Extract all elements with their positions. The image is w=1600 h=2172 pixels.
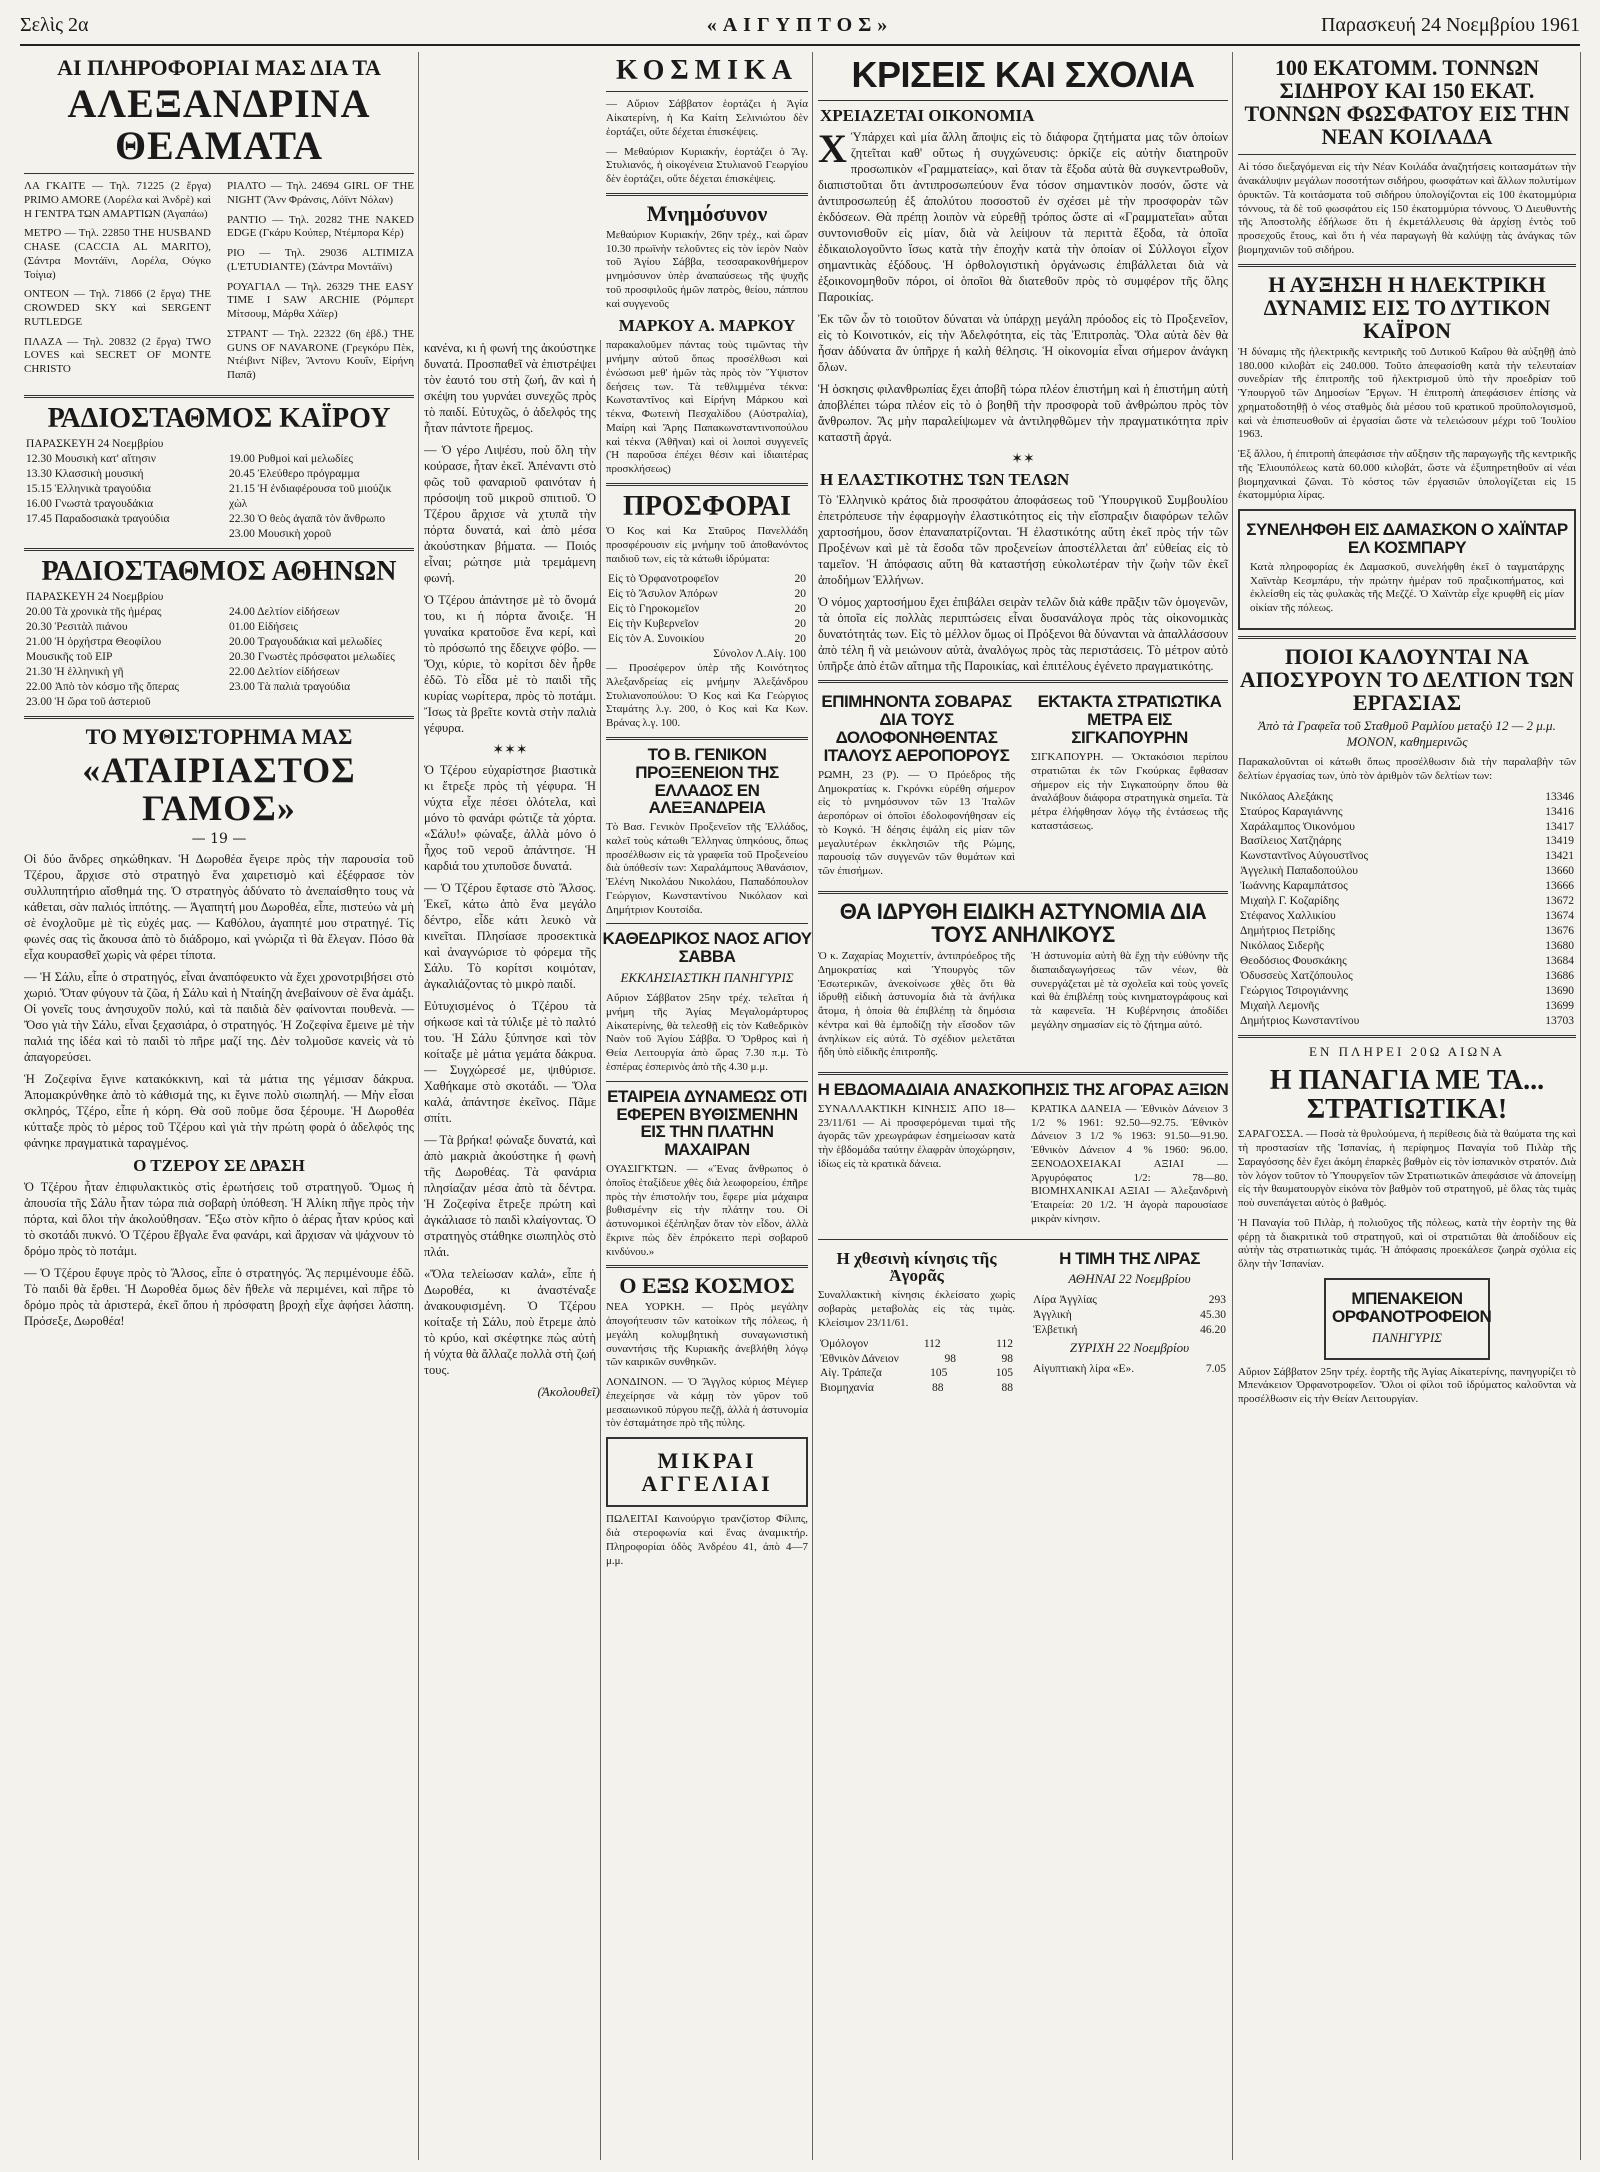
offers-title: ΠΡΟΣΦΟΡΑΙ bbox=[622, 490, 792, 522]
radio-item: 19.00 Ρυθμοὶ καὶ μελωδίες bbox=[229, 453, 353, 466]
assassins-title: ΕΠΙΜΗΝΟΝΤΑ ΣΟΒΑΡΑΣ ΔΙΑ ΤΟΥΣ ΔΟΛΟΦΟΝΗΘΕΝΤΑΣ ΙΤΑΛΟΥΣ ΑΕΡΟΠΟΡΟΥΣ bbox=[821, 692, 1012, 766]
truck-title: ΕΤΑΙΡΕΙΑ ΔΥΝΑΜΕΩΣ ΟΤΙ ΕΦΕΡΕΝ ΒΥΘΙΣΜΕΝΗΝ ΕΙΣ ΤΗΝ ΠΛΑΤΗΝ ΜΑΧΑΙΡΑΝ bbox=[607, 1086, 807, 1160]
memorial-name: ΜΑΡΚΟΥ Α. ΜΑΡΚΟΥ bbox=[618, 316, 796, 336]
separator-stars: ✶✶✶ bbox=[492, 742, 528, 758]
novel-continue-note: (Ἀκολουθεῖ) bbox=[537, 1384, 600, 1399]
pound-table bbox=[1033, 1362, 1226, 1377]
iron-text: Αἱ τόσο διεξαγόμεναι εἰς τὴν Νέαν Κοιλάδα ἀναζητήσεις κοιτασμάτων τὴν ἀνακάλυψιν μεγάλων ποσοτήτων σιδήρου, φωσφάτων καὶ ἄλλων πολυτίμων ὀρυκτῶν. Τὰ κοιτάσματα τοῦ σιδήρου ὑπολογίζονται εἰς 100 ἑκατομμύρια τόννους, τὰ δὲ τοῦ φωσφάτου εἰς 150 ἑκατομμύρια τόννους. Ὁ Διευθυντὴς τῆς Ἀποστολῆς ἐδήλωσε ὅτι ἡ ἐκμετάλλευσις θὰ ἀρχίσῃ ἐντὸς τοῦ προσεχοῦς ἔτους, καὶ ὅτι ἡ νέα παραγωγὴ θὰ καλύψῃ τὰς ἀνάγκας τῶν βιομηχανιῶν τοῦ σιδήρου. bbox=[1238, 161, 1576, 256]
offers-list bbox=[608, 572, 806, 647]
consulate-text: Τὸ Βασ. Γενικὸν Προξενεῖον τῆς Ἑλλάδος, καλεῖ τοὺς κάτωθι Ἕλληνας ὑπηκόους, ὅπως προσέλθωσιν εἰς τὰ γραφεῖα τοῦ Προξενείου διὰ ὑπόθεσίν των: Χαραλάμπους Ἀθανάσιον, Ἐλένη Νικολάου Νικολάου, Παπαδόπουλον Γεώργιον, Κωνσταντίνου Νικόλαον καὶ Δημήτριον Κουτσίδα. bbox=[606, 821, 808, 916]
economy-text: Ἡ ὁσκησις φιλανθρωπίας ἔχει ἀποβῆ τώρα πλέον ἐπιστήμη καὶ ἡ ἐπιστήμη αὐτὴ ἀποβλέπει τώρα πλέον εἰς τὸ ὁ βοηθῆ τὴν προσφορὰ τοῦ ἀνθρώπου πρὸς τὸν ἄνθρωπον. Ἂς μὴν παραλείψωμεν νὰ ἀντιληφθῶμεν τὴν πραγματικότητα πρὶν καταστῆ ἀργά. bbox=[818, 381, 1228, 444]
novel-chapter: — 19 — bbox=[191, 831, 247, 848]
cinema-entry: ΡΟΥΑΓΙΑΛ — Τηλ. 26329 THE EASY TIME I SAW ARCHIE (Ρόμπερτ Μίτσουμ, Μάρθα Χάϊερ) bbox=[227, 280, 414, 321]
novel-paragraph: — Ἡ Σάλυ, εἶπε ὁ στρατηγός, εἶναι ἀναπόφευκτο νὰ ἔχει χρονοτριβήσει στὸ χωριό. Ὅταν φύγουν τὰ ζῶα, ἡ Σάλυ καὶ ἡ Νταίηζη ἀνεβαίνουν σὲ ἕνα ἀμάξι. Οἱ γονεῖς τους ἀνησυχοῦν πολύ, καὶ τὰ παιδιὰ δὲν φαίνονται πουθενὰ. — Ὄσο γιὰ τὴν Σάλυ, εἶναι ξεχασιάρα, ὁ στρατηγός. Ἡ Ζοζεφίνα ἔμεινε μὲ τὴν παλιά της ἰδέα καὶ τὸ παιδὶ τὸ πῆρε μαζί της. Δὲν τολμοῦσε κανεὶς νὰ τὸ ἀπαγορεύσει. bbox=[24, 970, 414, 1065]
cinema-entry: ΣΤΡΑΝΤ — Τηλ. 22322 (6η ἑβδ.) THE GUNS OF NAVARONE (Γρεγκόρυ Πὲκ, Ντέιβιντ Νίβεν, Ἄντονυ Κουΐν, Εἰρήνη Παπᾶ) bbox=[227, 327, 414, 382]
cinema-entry: ΠΛΑΖΑ — Τηλ. 20832 (2 ἔργα) TWO LOVES καὶ SECRET OF MONTE CHRISTO bbox=[24, 335, 211, 376]
pound-table bbox=[1033, 1293, 1226, 1338]
elasticity-title: Η ΕΛΑΣΤΙΚΟΤΗΣ ΤΩΝ ΤΕΛΩΝ bbox=[820, 469, 1070, 489]
radio-cairo-title: ΡΑΔΙΟΣΤΑΘΜΟΣ ΚΑΪΡΟΥ bbox=[47, 402, 391, 434]
radio-item: 01.00 Εἰδήσεις bbox=[229, 621, 298, 634]
novel-paragraph: Ὁ Τζέρου εὐχαρίστησε βιαστικὰ κι ἔτρεξε πρὸς τὴ γέφυρα. Ἡ νύχτα εἶχε πέσει ὁλότελα, καὶ μόνο τὸ φανάρι φώτιζε τὰ χόρτα. «Σάλυ!» φώναξε, ἀλλὰ μόνο ὁ ἦχος τοῦ νεροῦ ἀπάντησε. Ἡ καρδιά του χτυποῦσε δυνατά. bbox=[424, 763, 596, 873]
world-text: ΛΟΝΔΙΝΟΝ. — Ὁ Ἄγγλος κύριος Μέγιερ ἐπεχείρησε νὰ κάμῃ τὸν γῦρον τοῦ μεσαιωνικοῦ πύργου πεζῇ, ἀλλὰ ἡ ἀστυνομία τὸν ἐσταμάτησε πρὸ τῆς πύλης. bbox=[606, 1376, 808, 1430]
novel-paragraph: — Ὁ γέρο Λιψέσυ, ποὺ ὅλη τὴν κούρασε, ἦταν ἐκεῖ. Ἀπέναντι στὸ φῶς τοῦ φαναριοῦ φαινόταν ἡ πρόσοψη τοῦ μικροῦ σπιτιοῦ. Ὁ Τζέρου ἄρχισε νὰ χτυπᾶ τὴν πόρτα δυνατά, καὶ ἀπὸ μέσα ἀκούστηκαν βήματα. — Ποιός εἶναι; ρώτησε μιὰ τρεμάμενη φωνή. bbox=[424, 443, 596, 585]
society-item: — Αὔριον Σάββατον ἑορτάζει ἡ Ἁγία Αἰκατερίνη, ἡ Κα Καίτη Σελινιώτου δὲν ἑορτάζει, οὔτε δέχεται ἐπισκέψεις. bbox=[606, 98, 808, 138]
issue-date: Παρασκευή 24 Νοεμβρίου 1961 bbox=[1320, 14, 1580, 36]
table-row: Ἐλβετική 46.20 bbox=[1033, 1324, 1226, 1337]
society-item: — Μεθαύριον Κυριακήν, ἑορτάζει ὁ Ἅγ. Στυλιανός, ἡ οἰκογένεια Στυλιανοῦ Γεωργίου δὲν ἑορτάζει, οὔτε δέχεται ἐπισκέψεις. bbox=[606, 145, 808, 186]
radio-athens-title: ΡΑΔΙΟΣΤΑΘΜΟΣ ΑΘΗΝΩΝ bbox=[41, 555, 397, 587]
elasticity-text: Τὸ Ἑλληνικὸ κράτος διὰ προσφάτου ἀποφάσεως τοῦ Ὑπουργικοῦ Συμβουλίου ἐπετρόπευσε τὴν ἐφαρμογὴν ἐλαστικότητος εἰς τὴν εἴσπραξιν διαφόρων τελῶν χαρτοσήμου, ὅσον ἐπαναπατρίζονται. Ἡ ἐλαστικότης αὕτη ἐκεῖ πρὸς τήν τῶν Προξένων καὶ μὲ τὰ ἔσοδα τῶν προξενείων ἀποστέλλεται ἀπ' εὐθείας εἰς τὸ ταμεῖον. Ἡ ἀπόφασις αὕτη θὰ καταστήσῃ εὐκολωτέραν τὴν ζωὴν τῶν ἐκεῖ ἀποδήμων Ἑλλήνων. bbox=[818, 493, 1228, 588]
radio-cairo-date: ΠΑΡΑΣΚΕΥΗ 24 Νοεμβρίου bbox=[26, 438, 164, 451]
novel-subheading: Ο ΤΖΕΡΟΥ ΣΕ ΔΡΑΣΗ bbox=[133, 1156, 305, 1176]
economy-title: ΧΡΕΙΑΖΕΤΑΙ ΟΙΚΟΝΟΜΙΑ bbox=[820, 105, 1035, 125]
cinema-entry: ΛΑ ΓΚΑΙΤΕ — Τηλ. 71225 (2 ἔργα) PRIMO AMORE (Λορέλα καὶ Ἀνδρὲ) καὶ Η ΓΕΝΤΡΑ ΤΩΝ ΑΜΑΡΤΙΩΝ (Ἀγαπάω) bbox=[24, 180, 211, 220]
workers-subtitle: Ἀπὸ τὰ Γραφεῖα τοῦ Σταθμοῦ Ραμλίου μεταξὺ 12 — 2 μ.μ. ΜΟΝΟΝ, καθημερινῶς bbox=[1258, 718, 1556, 750]
movement-text: Συναλλακτικὴ κίνησις ἐκλείσατο χωρὶς σοβαρὰς μεταβολὰς εἰς τὰς τιμὰς. Κλείσιμον 23/11/61. bbox=[818, 1289, 1015, 1329]
list-item: Δημήτριος Κωνσταντίνου 13703 bbox=[1240, 1014, 1574, 1027]
list-item: Εἰς τὴν Κυβερνεῖον 20 bbox=[608, 618, 806, 631]
novel-paragraph: — Τὰ βρήκα! φώναξε δυνατά, καὶ ἀπὸ μακριὰ ἀκούστηκε ἡ φωνὴ τῆς Δωροθέας. Τὰ φανάρια πλησίαζαν μέσα ἀπὸ τὰ δέντρα. Ἡ Ζοζεφίνα ἔτρεξε πρώτη καὶ ἀγκάλιασε τὸ παιδὶ κλαίγοντας. Ὁ στρατηγὸς στάθηκε σιωπηλὸς στὸ πλάι. bbox=[424, 1133, 596, 1259]
police-text: Ὁ κ. Ζαχαρίας Μοχιεττίν, ἀντιπρόεδρος τῆς Δημοκρατίας καὶ Ὑπουργὸς τῶν Ἐσωτερικῶν, ἀνεκοίνωσε χθὲς ὅτι θὰ ἱδρυθῇ εἰδικὴ ἀστυνομία διὰ τὰ ἀνήλικα ἄτομα, ἡ ὁποία θὰ ἐπιβλέπῃ τὰ δημόσια κέντρα καὶ θὰ ἐμποδίζῃ τὴν εἴσοδον τῶν ἀνηλίκων εἰς αὐτά. Τὸ σχέδιον μελετᾶται ἤδη ὑπὸ εἰδικῆς ἐπιτροπῆς. bbox=[818, 950, 1015, 1059]
novel-paragraph: Εὐτυχισμένος ὁ Τζέρου τὰ σήκωσε καὶ τὰ τύλιξε μὲ τὸ παλτό του. Ἡ Σάλυ ξύπνησε καὶ τὸν κοίταξε μὲ μάτια γεμάτα δάκρυα. — Συγχώρεσέ με, ψιθύρισε. Χαθήκαμε στὸ σκοτάδι. — Ὅλα καλά, ἀπάντησε ἐκεῖνος. Πᾶμε σπίτι. bbox=[424, 999, 596, 1125]
radio-item: 22.00 Δελτίον εἰδήσεων bbox=[229, 665, 340, 678]
list-item: Εἰς τὸ Ἄσυλον Ἀπόρων 20 bbox=[608, 588, 806, 601]
table-row: Αἰγυπτιακὴ λίρα «Ε». 7.05 bbox=[1033, 1363, 1226, 1376]
novel-paragraph: «Ὅλα τελείωσαν καλά», εἶπε ἡ Δωροθέα, κι ἀναστέναξε ἀνακουφισμένη. Ὁ Τζέρου κοίταξε τὴ Σάλυ, ποὺ ἔτρεμε ἀπὸ τὸ κρύο, καὶ σκέφτηκε πὼς αὐτὴ ἡ νύχτα θὰ ἄλλαζε πολλὰ στὴ ζωή τους. bbox=[424, 1267, 596, 1377]
offers-text: — Προσέφερον ὑπὲρ τῆς Κοινότητος Ἀλεξανδρείας εἰς μνήμην Ἀλεξάνδρου Στυλιανοπούλου: Ὁ Κος καὶ Κα Γεώργιος Σταμάτης λ.γ. 200, ὁ Κος καὶ Κα Κων. Βράνας λ.γ. 100. bbox=[606, 662, 808, 730]
radio-item: 24.00 Δελτίον εἰδήσεων bbox=[229, 606, 340, 619]
workers-text: Παρακαλοῦνται οἱ κάτωθι ὅπως προσέλθωσιν διὰ τὴν παραλαβὴν τῶν δελτίων ἐργασίας των, ὑπὸ τὸν ἀριθμὸν τῶν δελτίων των: bbox=[1238, 756, 1576, 782]
novel-paragraph: — Ὁ Τζέρου ἔφτασε στὸ Ἄλσος. Ἐκεῖ, κάτω ἀπὸ ἕνα μεγάλο δέντρο, εἶδε κάτι λευκὸ νὰ κινεῖται. Πλησίασε προσεκτικὰ καὶ ἀναγνώρισε τὸ φόρεμα τῆς Σάλυ. Τὸ κορίτσι κοιμόταν, ἀγκαλιάζοντας τὸ μικρὸ παιδί. bbox=[424, 881, 596, 991]
century-text: ΣΑΡΑΓΟΣΣΑ. — Ποσὰ τὰ θρυλούμενα, ἡ περίθεσις διὰ τὰ θαύματα της καὶ τὴ προστασίαν τῆς Ἱσπανίας, ἡ περίφημος Παναγία τοῦ Πιλὰρ τῆς Σαραγόσσης δὲν ἔχει ἀκόμη ἐπαρκὲς βαθμὸν εἰς τὸν ἱσπανικὸν στρατόν. Διὰ τὸν λόγον τοῦτον τὸ Ὑπουργεῖον τῶν Στρατιωτικῶν ἀπεφάσισε νὰ ἀπονείμῃ εἰς τὴν θαυματουργὸν εἰκόνα τὸν βαθμὸν τοῦ στρατηγοῦ, μὲ ὅλας τὰς τιμὰς ποὺ συνεπάγεται αὐτὸς ὁ βαθμός. bbox=[1238, 1128, 1576, 1210]
radio-item: 21.00 Ἡ ὀρχήστρα Θεοφίλου Μουσικῆς τοῦ ΕΙΡ bbox=[26, 636, 162, 663]
commentary-title: ΚΡΙΣΕΙΣ ΚΑΙ ΣΧΟΛΙΑ bbox=[851, 54, 1195, 95]
cinema-entry: ΡΙΑΛΤΟ — Τηλ. 24694 GIRL OF THE NIGHT (Ἄνν Φράνσις, Λόϊντ Νόλαν) bbox=[227, 180, 414, 206]
church-title: ΚΑΘΕΔΡΙΚΟΣ ΝΑΟΣ ΑΓΙΟΥ ΣΑΒΒΑ bbox=[602, 929, 812, 967]
list-item: Ἰωάννης Καραμπάτσος 13666 bbox=[1240, 880, 1574, 893]
table-row: Ἀγγλικὴ 45.30 bbox=[1033, 1309, 1226, 1322]
syria-box bbox=[1238, 509, 1576, 630]
society-title: ΚΟΣΜΙΚΑ bbox=[616, 55, 798, 86]
drop-cap: Χ bbox=[818, 125, 847, 171]
list-item: Μιχαὴλ Γ. Κοζαρίδης 13672 bbox=[1240, 895, 1574, 908]
list-item: Χαράλαμπος Ὀικονόμου 13417 bbox=[1240, 820, 1574, 833]
classified-title: ΜΙΚΡΑΙ ΑΓΓΕΛΙΑΙ bbox=[641, 1448, 773, 1497]
workers-list bbox=[1240, 790, 1574, 1029]
market-title: Η ΕΒΔΟΜΑΔΙΑΙΑ ΑΝΑΣΚΟΠΗΣΙΣ ΤΗΣ ΑΓΟΡΑΣ ΑΞΙΩΝ bbox=[817, 1080, 1229, 1100]
memorial-text: Μεθαύριον Κυριακήν, 26ην τρέχ., καὶ ὥραν 10.30 πρωϊνὴν τελοῦντες εἰς τὸν ἱερὸν Ναὸν τοῦ Ἁγίου Σάββα, τεσσαρακονθήμερον μνημόσυνον ὑπὲρ ἀναπαύσεως τῆς ψυχῆς τοῦ προσφιλοῦς ἡμῶν πατρὸς, θείου, πάππου καὶ συγγενοῦς bbox=[606, 228, 808, 310]
power-text: Ἡ δύναμις τῆς ἠλεκτρικῆς κεντρικῆς τοῦ Δυτικοῦ Καΐρου θὰ αὐξηθῇ ἀπὸ 180.000 κιλοβὰτ εἰς 240.000. Τοῦτο ἀπεφασίσθη κατὰ τὴν τελευταίαν συνεδρίαν τῆς ἐπιτροπῆς τοῦ ἠλεκτρισμοῦ ὑπὸ τὴν προεδρίαν τοῦ Ὑπουργοῦ τῶν Δημοσίων Ἔργων. Ἡ ἐπιτροπὴ ἀπεφάσισεν ἐπίσης νὰ χρηματοδοτηθῇ ὁ νέος σταθμὸς διὰ μέσου τοῦ κρατικοῦ προϋπολογισμοῦ, καὶ νὰ ἐπισπευσθοῦν αἱ ἐργασίαι ὥστε νὰ τελειώσουν μέχρι τοῦ Ἰουλίου 1963. bbox=[1238, 345, 1576, 441]
radio-item: 21.15 Ἡ ἐνδιαφέρουσα τοῦ μιούζικ χὼλ bbox=[229, 483, 392, 510]
radio-item: 23.00 Μουσικὴ χοροῦ bbox=[229, 527, 332, 540]
cinema-entry: ΡΙΟ — Τηλ. 29036 ALTIMIZA (L'ETUDIANTE) (Σάντρα Μοντάϊνι) bbox=[227, 247, 414, 273]
column-commentary bbox=[814, 52, 1233, 2160]
list-item: Στέφανος Χαλλικίου 13674 bbox=[1240, 910, 1574, 923]
list-item: Εἰς τὸ Ὀρφανοτροφεῖον 20 bbox=[608, 573, 806, 586]
radio-item: 23.00 Ἡ ὥρα τοῦ ἀστεριοῦ bbox=[26, 695, 151, 708]
radio-item: 20.00 Τὰ χρονικὰ τῆς ἡμέρας bbox=[26, 606, 162, 619]
world-text: ΝΕΑ ΥΟΡΚΗ. — Πρὸς μεγάλην ἀπογοήτευσιν τῶν κατοίκων τῆς πόλεως, ἡ μεγάλη κολυμβητικὴ συναγωνιστικὴ συναντήσις τῆς Κυριακῆς ἀνεβλήθη λόγῳ τῶν καιρικῶν συνθηκῶν. bbox=[606, 1301, 808, 1369]
police-title: ΘΑ ΙΔΡΥΘΗ ΕΙΔΙΚΗ ΑΣΤΥΝΟΜΙΑ ΔΙΑ ΤΟΥΣ ΑΝΗΛΙΚΟΥΣ bbox=[839, 898, 1207, 947]
cinema-entry: ΡΑΝΤΙΟ — Τηλ. 20282 THE NAKED EDGE (Γκάρυ Κούπερ, Ντέμπορα Κέρ) bbox=[227, 213, 414, 240]
radio-item: 15.15 Ἑλληνικὰ τραγούδια bbox=[26, 483, 151, 496]
masthead bbox=[20, 10, 1580, 46]
column-news bbox=[1234, 52, 1581, 2160]
century-text: Ἡ Παναγία τοῦ Πιλὰρ, ἡ πολιοῦχος τῆς πόλεως, κατὰ τὴν ἑορτὴν της θὰ φέρῃ τὰ διακριτικὰ τοῦ στρατηγοῦ, καὶ οἱ στρατιῶται θὰ ἀποδίδουν εἰς αὐτὴν τὰς στρατιωτικὰς τιμάς. Ἡ ἀπόφασις προεκάλεσε ζωηρὰ σχόλια εἰς ὅλην τὴν Ἱσπανίαν. bbox=[1238, 1216, 1576, 1271]
syria-text: Κατὰ πληροφορίας ἐκ Δαμασκοῦ, συνελήφθη ἐκεῖ ὁ ταγματάρχης Χαϊντὰρ Κεσμπάρυ, τὴν πρώτην ἡμέραν τοῦ πραξικοπήματος, καὶ ἐκλείσθη εἰς τὰς φυλακὰς τῆς Μεζζέ. Ὁ Χαϊντὰρ εἶχε κρυφθῆ εἰς μίαν οἰκίαν τῆς πόλεως. bbox=[1250, 560, 1564, 615]
police-text: Ἡ ἀστυνομία αὐτὴ θὰ ἔχῃ τὴν εὐθύνην τῆς διαπαιδαγωγήσεως τῶν νέων, θὰ συνεργάζεται μὲ τὰ σχολεῖα καὶ τοὺς γονεῖς καὶ θὰ ἐπιβλέπῃ τοὺς κινηματογράφους καὶ τὰ καφενεῖα. Ἡ Κυβέρνησις ἀποδίδει μεγάλην σημασίαν εἰς τὸ ζήτημα αὐτό. bbox=[1031, 950, 1228, 1031]
radio-item: 22.00 Ἀπὸ τὸν κόσμο τῆς ὄπερας bbox=[26, 680, 179, 693]
novel-paragraph: Ὁ Τζέρου ἦταν ἐπιφυλακτικὸς στὶς ἐρωτήσεις τοῦ στρατηγοῦ. Ὅμως ἡ ἀπουσία τῆς Σάλυ ἦταν τώρα πιὰ σοβαρὴ ὑπόθεση. Ἡ Ἀλίκη πῆγε πρὸς τὴν πόρτα, καὶ ὅλοι τὴν ἀκολούθησαν. Ἔξω στὸν κῆπο ὁ ἀέρας ἦταν κρύος καὶ τὸ σκοτάδι πυκνό. Ὁ Τζέρου ἔβγαλε ἕνα φανάρι, καὶ ἄρχισαν νὰ ψάχνουν τὸ δρόμο πρὸς τὸ ποτάμι. bbox=[24, 1180, 414, 1259]
economy-text: Ὑπάρχει καὶ μία ἄλλη ἄποψις εἰς τὸ διάφορα ζητήματα μας τῶν ὁποίων ζητεῖται καθ' οὕτως ἡ συγχώνευσις: ὁρκίζε εἰς αὐτὴν διατηροῦν προσωπικὸν «Γραμματείας», καὶ ὅταν τὰ ἔξοδα αὐτὰ θὰ συγκεντρωθοῦν, διαπιστοῦται ὅτι ἀντιπροσωπεύουν ἕνα τόσον σημαντικὸν ποσόν, ὥστε νὰ ἀντιπροσωπεύῃ ἐξ ἀπολύτου ποσοστοῦ ἐν σχέσει μὲ τὴν προσφορὰν τῶν ἐκδόσεων. Θὰ πρέπῃ λοιπὸν νὰ εὑρεθῇ τρόπος ὥστε αἱ «Γραμματεῖαι» αὗται συντονισθοῦν εἰς μίαν, διὰ νὰ λείψουν τὰ περιττὰ ἔξοδα, τὰ ὁποῖα ἐδικαιολογοῦντο ἴσως κατὰ τὴν ἐποχὴν κατὰ τὴν ὁποίαν οἱ Σύλλογοι εἶχον σημαντικὰς ἐξόδους. Ἡ ὀρθολογιστικὴ ὀργάνωσις ἐπιβάλλεται διὰ νὰ ἐξοικονομηθοῦν πόροι, οἱ ὁποῖοι θὰ διατεθοῦν πρὸς τὸ συμφέρον τῆς ὅλης Παροικίας. bbox=[818, 129, 1228, 304]
cinema-entry: ΟΝΤΕΟΝ — Τηλ. 71866 (2 ἔργα) THE CROWDED SKY καὶ SERGENT RUTLEDGE bbox=[24, 288, 211, 328]
table-row: Βιομηχανία 88 88 bbox=[820, 1382, 1013, 1395]
orphanage-title: ΜΠΕΝΑΚΕΙΟΝ ΟΡΦΑΝΟΤΡΟΦΕΙΟΝ bbox=[1332, 1288, 1492, 1326]
church-text: Αὔριον Σάββατον 25ην τρέχ. τελεῖται ἡ μνήμη τῆς Ἁγίας Μεγαλομάρτυρος Αἰκατερίνης, θὰ τελεσθῇ εἰς τὸν Καθεδρικὸν Ναὸν τοῦ Ἁγίου Σάββα. Ὁ Ὄρθρος καὶ ἡ Θεία Λειτουργία ἀπὸ ὥρας 7.30 π.μ. Τὸ ἑσπέρας ἐσπερινὸς ἀπὸ τῆς 4.30 μ.μ. bbox=[606, 992, 808, 1073]
memorial-text: παρακαλοῦμεν πάντας τοὺς τιμῶντας τὴν μνήμην αὐτοῦ ὅπως προσέλθωσι καὶ ἑνώσωσι μεθ' ἡμῶν τὰς πρὸς τὸν Ὕψιστον δεήσεις των. Τὰ τεθλιμμένα τέκνα: Κωνσταντῖνος καὶ Εἰρήνη Μάρκου καὶ τέκνα, Φωτεινὴ Πεσχαλίδου (Αὐστραλία), Μαίρη καὶ Ἄρης Παπακωνσταντινοπούλου καὶ τέκνα (Ἀθῆναι) καὶ οἱ λοιποὶ συγγενεῖς (Ἡ παροῦσα ἐπέχει θέσιν καὶ ἰδιαιτέρας προσκλήσεως) bbox=[606, 339, 808, 476]
radio-item: 12.30 Μουσικὴ κατ' αἴτησιν bbox=[26, 453, 156, 466]
radio-item: 20.45 Ἐλεύθερο πρόγραμμα bbox=[229, 468, 360, 481]
list-item: Θεοδόσιος Φουσκάκης 13684 bbox=[1240, 954, 1574, 967]
list-item: Νικόλαος Αλεξάκης 13346 bbox=[1240, 790, 1574, 803]
syria-title: ΣΥΝΕΛΗΦΘΗ ΕΙΣ ΔΑΜΑΣΚΟΝ Ο ΧΑΪΝΤΑΡ ΕΛ ΚΟΣΜΠΑΡΥ bbox=[1246, 520, 1568, 557]
radio-item: 20.30 Ῥεσιτὰλ πιάνου bbox=[26, 621, 128, 634]
radio-item: 13.30 Κλασσικὴ μουσική bbox=[26, 468, 144, 481]
pound-title: Η ΤΙΜΗ ΤΗΣ ΛΙΡΑΣ bbox=[1059, 1248, 1200, 1268]
radio-item: 21.30 Ἡ ἑλληνικὴ γῆ bbox=[26, 665, 124, 678]
cinema-entry: ΜΕΤΡΟ — Τηλ. 22850 THE HUSBAND CHASE (CACCIA AL MARITO), (Σάντρα Μοντάϊνι, Λορέλα, Ούγκο Τοίγια) bbox=[24, 227, 211, 281]
classified-text: ΠΩΛΕΙΤΑΙ Καινούργιο τρανζίστορ Φίλιπς, διὰ στεροφωνία καὶ ἕνας ἀναμικτήρ. Πληροφορίαι ὁδὸς Ἀνδρέου 41, ἀπὸ 4—7 μ.μ. bbox=[606, 1513, 808, 1567]
power-title: Η ΑΥΞΗΣΗ Η ΗΛΕΚΤΡΙΚΗ ΔΥΝΑΜΙΣ ΕΙΣ ΤΟ ΔΥΤΙΚΟΝ ΚΑΪΡΟΝ bbox=[1263, 271, 1551, 343]
list-item: Νικόλαος Σιδερῆς 13680 bbox=[1240, 940, 1574, 952]
page-number: Σελὶς 2α bbox=[20, 14, 89, 36]
column-theatres bbox=[20, 52, 419, 2160]
novel-paragraph: Οἱ δύο ἄνδρες σηκώθηκαν. Ἡ Δωροθέα ἔγειρε πρὸς τὴν παρουσία τοῦ Τζέρου, ἄρχισε στὸ στρατηγὸ ἕνα χαιρετισμὸ καὶ ἐξέφρασε τὸν συλλυπητήριο αἴσθημά της. Ὁ στρατηγὸς ἀδύνατο τὸ ἀνεπαίσθητο τους νὰ κάθεται, σὰν παλιός ἱππότης. — Ἀγαπητή μου Δωροθέα, εἶπε, πιστεύω νὰ μὴ σὲ ἐνοχλοῦμε μὲ τὶς εὐχές μας. — Καθόλου, ἀγαπητέ μου στρατηγέ. Τίς φωνές σας τὶς ἄκουσα ἀπὸ τὸ διάδρομο, καὶ γνώριζα τὶ θὰ ἔλεγαν. Πόσο θὰ εἶχα κουρασθεῖ χωρὶς νὰ φέρει τίποτα. bbox=[24, 852, 414, 963]
pound-subtitle: ΑΘΗΝΑΙ 22 Νοεμβρίου bbox=[1068, 1271, 1191, 1287]
list-item: Δημήτριος Πετρίδης 13676 bbox=[1240, 925, 1574, 938]
novel-paragraph: κανένα, κι ἡ φωνή της ἀκούστηκε δυνατά. Προσπαθεῖ νὰ ἐπιστρέψει τὸν ἑαυτό του στὴ ζωή, ἂν καὶ ἡ σκέψη του γυρνάει συνεχῶς πρὸς τὸ παιδί. Εὐτυχῶς, ὁ ἀδελφός της ἦταν πάντοτε ἥρεμος. bbox=[424, 341, 596, 435]
memorial-title: Μνημόσυνον bbox=[646, 200, 768, 226]
century-kicker: ΕΝ ΠΛΗΡΕΙ 20Ω ΑΙΩΝΑ bbox=[1309, 1043, 1505, 1059]
table-row: Ὁμόλογον 112 112 bbox=[820, 1337, 1013, 1350]
offers-total: Σύνολον Λ.Αἰγ. 100 bbox=[713, 648, 806, 661]
list-item: Μιχαὴλ Λεμονῆς 13699 bbox=[1240, 999, 1574, 1012]
church-subtitle: ΕΚΚΛΗΣΙΑΣΤΙΚΗ ΠΑΝΗΓΥΡΙΣ bbox=[620, 970, 794, 986]
century-title: Η ΠΑΝΑΓΙΑ ΜΕ ΤΑ... ΣΤΡΑΤΙΩΤΙΚΑ! bbox=[1269, 1064, 1545, 1126]
list-item: Εἰς τὸν Α. Συνοικίου 20 bbox=[608, 633, 806, 646]
table-row: Αἰγ. Τράπεζα 105 105 bbox=[820, 1367, 1013, 1380]
radio-item: 20.30 Γνωστὲς πρόσφατοι μελωδίες bbox=[229, 650, 395, 663]
list-item: Σταύρος Καραγιάννης 13416 bbox=[1240, 805, 1574, 818]
elasticity-text: Ὁ νόμος χαρτοσήμου ἔχει ἐπιβάλει σειρὰν τελῶν διὰ κάθε πρᾶξιν τῶν ὁμογενῶν, τὰ ὁποῖα εἰς πολλὰς περιπτώσεις εἶναι δυσανάλογα πρὸς τὰς οἰκονομικὰς δυνατότητάς των. Εἰς τὸ μέλλον ὅμως οἱ Πρόξενοι θὰ δύνανται νὰ ἀπαλλάσσουν ἀπὸ τέλη ἢ νὰ μειώνουν αὐτὰ, ἀναλόγως πρὸς τὰς περιστάσεις. Τὸ μέτρον αὐτὸ ὑπῆρξε ἀπὸ ἐτῶν αἴτημα τῆς Παροικίας, καὶ ἐπιτέλους ἐγένετο πραγματικότης. bbox=[818, 595, 1228, 674]
list-item: Ἀγγελικὴ Παπαδοπούλου 13660 bbox=[1240, 865, 1574, 878]
column-society bbox=[602, 52, 813, 2160]
military-text: ΣΙΓΚΑΠΟΥΡΗ. — Ὀκτακόσιοι περίπου στρατιῶται ἐκ τῶν Γκούρκας ἔφθασαν σήμερον εἰς τὴν Σιγκαπούρην ὅπου θὰ ἀναλάβουν διάφορα στρατηγικὰ σημεῖα. Τὰ μέτρα ἐλήφθησαν λόγῳ τῆς ἐντάσεως τῆς καταστάσεως. bbox=[1031, 751, 1228, 832]
radio-item: 23.00 Τὰ παλιὰ τραγούδια bbox=[229, 680, 351, 693]
separator-stars: ✶✶ bbox=[1011, 450, 1035, 467]
column-novel-continued bbox=[420, 340, 601, 2160]
list-item: Γεώργιος Τσιρογιάννης 13690 bbox=[1240, 984, 1574, 997]
list-item: Ὀδυσσεὺς Χατζόπουλος 13686 bbox=[1240, 969, 1574, 982]
power-text: Ἐξ ἄλλου, ἡ ἐπιτροπὴ ἀπεφάσισε τὴν αὔξησιν τῆς παραγωγῆς τῆς κεντρικῆς τῆς Ἑλιουπόλεως κατὰ 60.000 κιλοβάτ, ὥστε νὰ ἐξυπηρετηθοῦν αἱ νέαι βιομηχανικαὶ ζῶναι. Τὸ κόστος τῶν ἐργασιῶν ὑπολογίζεται εἰς 15 ἑκατομμύρια λίρας. bbox=[1238, 448, 1576, 502]
table-row: Λίρα Ἀγγλίας 293 bbox=[1033, 1294, 1226, 1307]
list-item: Κωνσταντῖνος Αὐγουστῖνος 13421 bbox=[1240, 850, 1574, 863]
consulate-title: ΤΟ Β. ΓΕΝΙΚΟΝ ΠΡΟΞΕΝΕΙΟΝ ΤΗΣ ΕΛΛΑΔΟΣ ΕΝ ΑΛΕΞΑΝΔΡΕΙΑ bbox=[635, 744, 779, 818]
radio-item: 17.45 Παραδοσιακὰ τραγούδια bbox=[26, 512, 170, 525]
price-table bbox=[820, 1337, 1013, 1397]
military-title: ΕΚΤΑΚΤΑ ΣΤΡΑΤΙΩΤΙΚΑ ΜΕΤΡΑ ΕΙΣ ΣΙΓΚΑΠΟΥΡΗΝ bbox=[1037, 692, 1222, 748]
radio-athens-date: ΠΑΡΑΣΚΕΥΗ 24 Νοεμβρίου bbox=[26, 591, 164, 604]
market-text: ΣΥΝΑΛΛΑΚΤΙΚΗ ΚΙΝΗΣΙΣ ΑΠΟ 18—23/11/61 — Αἱ προσφερόμεναι τιμαὶ τῆς ἀγορᾶς τῶν χρεωγράφων ἐσημείωσαν κατὰ τὴν ἑβδομάδα ταύτην ἐλαφρὰν ὑποχώρησιν, ἰδίως εἰς τὰ κρατικὰ δάνεια. bbox=[818, 1102, 1015, 1170]
radio-item: 20.00 Τραγουδάκια καὶ μελωδίες bbox=[229, 636, 382, 648]
novel-paragraph: Ὁ Τζέρου ἀπάντησε μὲ τὸ ὄνομά του, κι ἡ πόρτα ἄνοιξε. Ἡ γυναίκα κρατοῦσε ἕνα κερί, καὶ τὸ πρόσωπό της ἔδειχνε φόβο. — Ὄχι, κύριε, τὸ κορίτσι δὲν ἦρθε ἐδῶ. Τὸ εἶδα μὲ τὸ παιδὶ τῆς κυρίας νωρίτερα, πρὸς τὸ ποτάμι. Ἴσως τὰ βρεῖτε κοντὰ στὴν παλιὰ γέφυρα. bbox=[424, 593, 596, 735]
newspaper-name: «ΑΙΓΥΠΤΟΣ» bbox=[706, 14, 894, 36]
pound-subtitle: ΖΥΡΙΧΗ 22 Νοεμβρίου bbox=[1069, 1340, 1190, 1356]
truck-text: ΟΥΑΣΙΓΚΤΩΝ. — «Ἕνας ἄνθρωπος ὁ ὁποῖος ἐταξίδευε χθὲς διὰ λεωφορείου, ἐπῆρε πρὸς τὴν ἐπιστολήν του, ἔφερε μία μάχαιρα βυθισμένην εἰς τὴν πλάτην του. Οἱ ἀστυνομικοὶ ἐξέπληξαν ὅταν τὸν εἶδον, ἀλλὰ ἔκρινε πὼς δὲν ἐπρόκειτο περὶ σοβαροῦ κινδύνου.» bbox=[606, 1163, 808, 1258]
assassins-text: ΡΩΜΗ, 23 (Ρ). — Ὁ Πρόεδρος τῆς Δημοκρατίας κ. Γκρόνκι εὐρέθη σήμερον εἰς τὸ μνημόσυνον τῶν 13 Ἰταλῶν ἀεροπόρων οἱ ὁποῖοι ἐδολοφονήθησαν εἰς τὸ Κογκό. Ἡ δέησις ἐψάλη εἰς μίαν τῶν μεγαλυτέρων ἐκκλησιῶν τῆς Ρώμης, παρουσίᾳ τῶν συγγενῶν τῶν θυμάτων καὶ τῶν ἐπισήμων. bbox=[818, 768, 1015, 878]
market-text: ΚΡΑΤΙΚΑ ΔΑΝΕΙΑ — Ἐθνικὸν Δάνειον 3 1/2 % 1961: 92.50—92.75. Ἐθνικὸν Δάνειον 3 1/2 % 1963: 91.50—91.90. Ἐθνικὸν Δάνειον 4 % 1960: 96.00. ΞΕΝΟΔΟΧΕΙΑΚΑΙ ΑΞΙΑΙ — Ἀργυρόφατος 1/2: 78—80. ΒΙΟΜΗΧΑΝΙΚΑΙ ΑΞΙΑΙ — Ἀλεξανδρινὴ Ἐταιρεία: 20 1/2. Ἡ ἀγορὰ παρουσίασε μικρὰν κίνησιν. bbox=[1031, 1102, 1228, 1225]
list-item: Βασίλειος Χατζηάρης 13419 bbox=[1240, 835, 1574, 848]
novel-paragraph: Ἡ Ζοζεφίνα ἔγινε κατακόκκινη, καὶ τὰ μάτια της γέμισαν δάκρυα. Ἀπομακρύνθηκε ἀπὸ τὸ κάθισμά της, κι ἔγινε πολὺ σιωπηλή. — Μὴν εἶσαι σκληρός, Τζέρο, εἶπε ἡ κόρη. Θὰ σοῦ ποῦμε ὅσα ξέρουμε. Ἡ Δωροθέα κύτταξε πρὸς τὸ μέρος τοῦ Τζέρου καὶ γιὰ τὴν πρώτη φορὰ ὁ ἀδελφός της φάνηκε πραγματικὰ ταραγμένος. bbox=[24, 1072, 414, 1151]
radio-item: 16.00 Γνωστὰ τραγουδάκια bbox=[26, 497, 154, 510]
novel-title: «ΑΤΑΙΡΙΑΣΤΟΣ ΓΑΜΟΣ» bbox=[82, 749, 356, 828]
list-item: Εἰς τὸ Γηροκομεῖον 20 bbox=[608, 603, 806, 616]
novel-kicker: ΤΟ ΜΥΘΙΣΤΟΡΗΜΑ ΜΑΣ bbox=[85, 723, 353, 749]
world-title: Ο ΕΞΩ ΚΟΣΜΟΣ bbox=[619, 1273, 795, 1299]
economy-text: Ἐκ τῶν ὧν τὸ τοιοῦτον δύναται νὰ ὑπάρχῃ μεγάλη πρόοδος εἰς τὸ Προξενεῖον, εἰς τὸ Κοινοτικόν, εἰς τὴν Ἀδελφότητα, εἰς τὰς Ἐπιτροπὰς. Ὅλα αὐτὰ δὲν θὰ ἦσαν ἀδύνατα ἂν ὑπῆρχε ἡ καλὴ θέλησις. Ἡ οἰκονομία εἶναι σήμερον ἀνάγκη ὅλων. bbox=[818, 311, 1228, 374]
theatres-kicker: ΑΙ ΠΛΗΡΟΦΟΡΙΑΙ ΜΑΣ ΔΙΑ ΤΑ bbox=[57, 55, 381, 80]
orphanage-subtitle: ΠΑΝΗΓΥΡΙΣ bbox=[1371, 1329, 1442, 1345]
cinema-listings bbox=[20, 180, 418, 389]
workers-title: ΠΟΙΟΙ ΚΑΛΟΥΝΤΑΙ ΝΑ ΑΠΟΣΥΡΟΥΝ ΤΟ ΔΕΛΤΙΟΝ ΤΩΝ ΕΡΓΑΣΙΑΣ bbox=[1239, 643, 1575, 716]
novel-paragraph: — Ὁ Τζέρου ἔφυγε πρὸς τὸ Ἄλσος, εἶπε ὁ στρατηγός. Ἂς περιμένουμε ἐδῶ. Τὸ παιδὶ θὰ ἔρθει. Ἡ Δωροθέα ὅμως δὲν ἤθελε νὰ περιμένει, καὶ πῆρε τὸ δρόμο πρὸς τὰ ἀριστερά, ἐκεῖ ὅπου ἡ πρόσφατη βροχὴ εἶχε ἀφήσει λάσπη. Πρόσεξε, Δωροθέα! bbox=[24, 1266, 414, 1329]
orphanage-text: Αὔριον Σάββατον 25ην τρέχ. ἑορτῆς τῆς Ἁγίας Αἰκατερίνης, πανηγυρίζει τὸ Μπενάκειον Ὀρφανοτροφεῖον. Ὅλοι οἱ φίλοι τοῦ ἱδρύματος καλοῦνται νὰ προσέλθωσιν εἰς τὴν Θείαν Λειτουργίαν. bbox=[1238, 1365, 1576, 1406]
offers-text: Ὁ Κος καὶ Κα Σταῦρος Πανελλάδη προσφέρουσιν εἰς μνήμην τοῦ ἀποθανόντος παιδιοῦ των, εἰς τὰ κάτωθι ἱδρύματα: bbox=[606, 525, 808, 565]
movement-title: Η χθεσινὴ κίνησις τῆς Ἀγορᾶς bbox=[836, 1248, 997, 1286]
table-row: Ἐθνικὸν Δάνειον 98 98 bbox=[820, 1352, 1013, 1365]
radio-item: 22.30 Ὁ θεὸς ἀγαπᾶ τὸν ἄνθρωπο bbox=[229, 512, 386, 525]
theatres-headline: ΑΛΕΞΑΝΔΡΙΝΑ ΘΕΑΜΑΤΑ bbox=[67, 81, 371, 169]
iron-title: 100 ΕΚΑΤΟΜΜ. ΤΟΝΝΩΝ ΣΙΔΗΡΟΥ ΚΑΙ 150 ΕΚΑΤ. ΤΟΝΝΩΝ ΦΩΣΦΑΤΟΥ ΕΙΣ ΤΗΝ ΝΕΑΝ ΚΟΙΛΑΔΑ bbox=[1244, 55, 1570, 150]
